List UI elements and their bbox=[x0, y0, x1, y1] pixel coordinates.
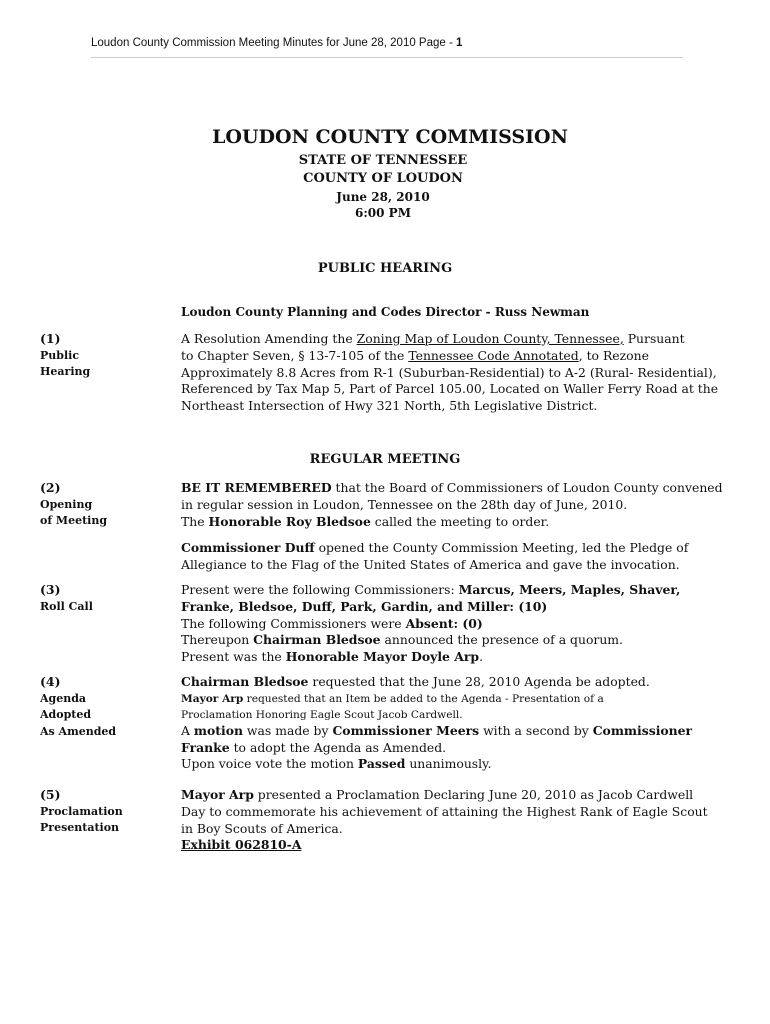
bold-run: Mayor Arp bbox=[181, 787, 254, 802]
item-label-line: Roll Call bbox=[40, 599, 93, 613]
bold-run: motion bbox=[193, 722, 243, 738]
text-run: called the meeting to order. bbox=[370, 513, 550, 529]
text-run: presented a Proclamation Declaring June 20, 2010 as Jacob Cardwell bbox=[253, 787, 694, 802]
running-header bbox=[91, 37, 683, 58]
text-run: Present was the bbox=[181, 649, 286, 665]
item-label-line: Presentation bbox=[40, 821, 120, 834]
presenter-line: Loudon County Planning and Codes Director - Russ Newman bbox=[181, 305, 590, 319]
bold-run: Passed bbox=[357, 756, 406, 772]
text-run: . bbox=[479, 649, 484, 665]
item-label-line: Public bbox=[40, 348, 80, 362]
text-run: Upon voice vote the motion bbox=[181, 756, 358, 772]
item-label-line: Proclamation bbox=[40, 804, 123, 818]
bold-run: Honorable Mayor Doyle Arp bbox=[285, 649, 480, 665]
item-3-body bbox=[181, 582, 741, 666]
text-run: The following Commissioners were bbox=[181, 615, 406, 631]
bold-run: Chairman Bledsoe bbox=[181, 674, 309, 689]
text-run: that the Board of Commissioners of Loudon County convened bbox=[331, 480, 723, 495]
text-line: Referenced by Tax Map 5, Part of Parcel 105.00, Located on Waller Ferry Road at the bbox=[181, 381, 719, 397]
item-number: (3) bbox=[40, 582, 61, 597]
item-1-label bbox=[40, 331, 90, 381]
meeting-date: June 28, 2010 bbox=[336, 190, 430, 204]
item-5-body bbox=[181, 787, 741, 854]
regular-meeting-heading: REGULAR MEETING bbox=[309, 452, 461, 467]
text-run: to adopt the Agenda as Amended. bbox=[229, 739, 447, 755]
text-run: announced the presence of a quorum. bbox=[380, 632, 624, 648]
bold-run: Mayor Arp bbox=[181, 692, 244, 705]
text-line: Proclamation Honoring Eagle Scout Jacob Cardwell. bbox=[181, 708, 463, 721]
bold-run: Chairman Bledsoe bbox=[253, 632, 381, 648]
item-label-line: As Amended bbox=[40, 724, 117, 738]
document-title: LOUDON COUNTY COMMISSION bbox=[212, 126, 568, 148]
item-number: (5) bbox=[40, 787, 61, 802]
item-number: (2) bbox=[40, 480, 61, 495]
item-5-label bbox=[40, 787, 123, 837]
text-run: Pursuant bbox=[623, 331, 685, 346]
bold-run: Marcus, Meers, Maples, Shaver, bbox=[458, 582, 681, 597]
item-2-label bbox=[40, 480, 107, 530]
exhibit-link[interactable]: Exhibit 062810-A bbox=[181, 837, 302, 853]
tennessee-code-link[interactable]: Tennessee Code Annotated bbox=[408, 347, 579, 363]
bold-run: BE IT REMEMBERED bbox=[181, 480, 332, 495]
zoning-map-link[interactable]: Zoning Map of Loudon County, Tennessee, bbox=[356, 331, 624, 346]
text-run: opened the County Commission Meeting, led the Pledge of bbox=[314, 540, 689, 556]
county-line: COUNTY OF LOUDON bbox=[303, 171, 463, 186]
text-run: Present were the following Commissioners: bbox=[181, 582, 459, 597]
bold-run: Honorable Roy Bledsoe bbox=[208, 513, 371, 529]
bold-run: Commissioner Meers bbox=[332, 722, 480, 738]
bold-run: Commissioner Duff bbox=[181, 540, 315, 556]
text-run: The bbox=[181, 513, 209, 529]
item-label-line: of Meeting bbox=[40, 514, 108, 527]
bold-run: Franke bbox=[181, 739, 230, 755]
item-4-body bbox=[181, 674, 741, 773]
page-number: 1 bbox=[456, 37, 463, 49]
text-line: Day to commemorate his achievement of attaining the Highest Rank of Eagle Scout bbox=[181, 803, 708, 819]
item-1-body bbox=[181, 331, 741, 415]
text-line: Northeast Intersection of Hwy 321 North, 5th Legislative District. bbox=[181, 398, 598, 414]
bold-run: Absent: (0) bbox=[405, 615, 483, 631]
item-label-line: Hearing bbox=[40, 365, 91, 378]
text-run: to Chapter Seven, § 13-7-105 of the bbox=[181, 347, 409, 363]
text-run: requested that an Item be added to the Agenda - Presentation of a bbox=[243, 692, 604, 705]
item-label-line: Opening bbox=[40, 497, 93, 511]
text-line: in regular session in Loudon, Tennessee on the 28th day of June, 2010. bbox=[181, 496, 628, 512]
text-run: , to Rezone bbox=[578, 347, 649, 363]
item-3-label bbox=[40, 582, 93, 615]
text-run: with a second by bbox=[479, 722, 593, 738]
item-label-line: Agenda bbox=[40, 691, 87, 705]
text-run: unanimously. bbox=[405, 756, 492, 772]
text-run: A Resolution Amending the bbox=[181, 331, 357, 346]
text-run: was made by bbox=[242, 722, 333, 738]
meeting-time: 6:00 PM bbox=[355, 206, 411, 220]
bold-run: Franke, Bledsoe, Duff, Park, Gardin, and Miller: (10) bbox=[181, 598, 548, 614]
text-line: Allegiance to the Flag of the United States of America and gave the invocation. bbox=[181, 557, 680, 573]
item-2-body bbox=[181, 480, 741, 574]
text-run: requested that the June 28, 2010 Agenda be adopted. bbox=[308, 674, 650, 689]
item-label-line: Adopted bbox=[40, 708, 92, 721]
text-line: in Boy Scouts of America. bbox=[181, 820, 343, 836]
text-run: A bbox=[181, 722, 194, 738]
text-line: Approximately 8.8 Acres from R-1 (Suburban-Residential) to A-2 (Rural- Residential), bbox=[181, 364, 717, 380]
public-hearing-heading: PUBLIC HEARING bbox=[317, 261, 453, 276]
item-number: (4) bbox=[40, 674, 61, 689]
state-line: STATE OF TENNESSEE bbox=[298, 153, 468, 168]
bold-run: Commissioner bbox=[592, 722, 693, 738]
running-header-text: Loudon County Commission Meeting Minutes for June 28, 2010 Page - bbox=[91, 37, 457, 49]
text-run: Thereupon bbox=[181, 632, 254, 648]
item-4-label bbox=[40, 674, 116, 740]
item-number: (1) bbox=[40, 331, 61, 346]
